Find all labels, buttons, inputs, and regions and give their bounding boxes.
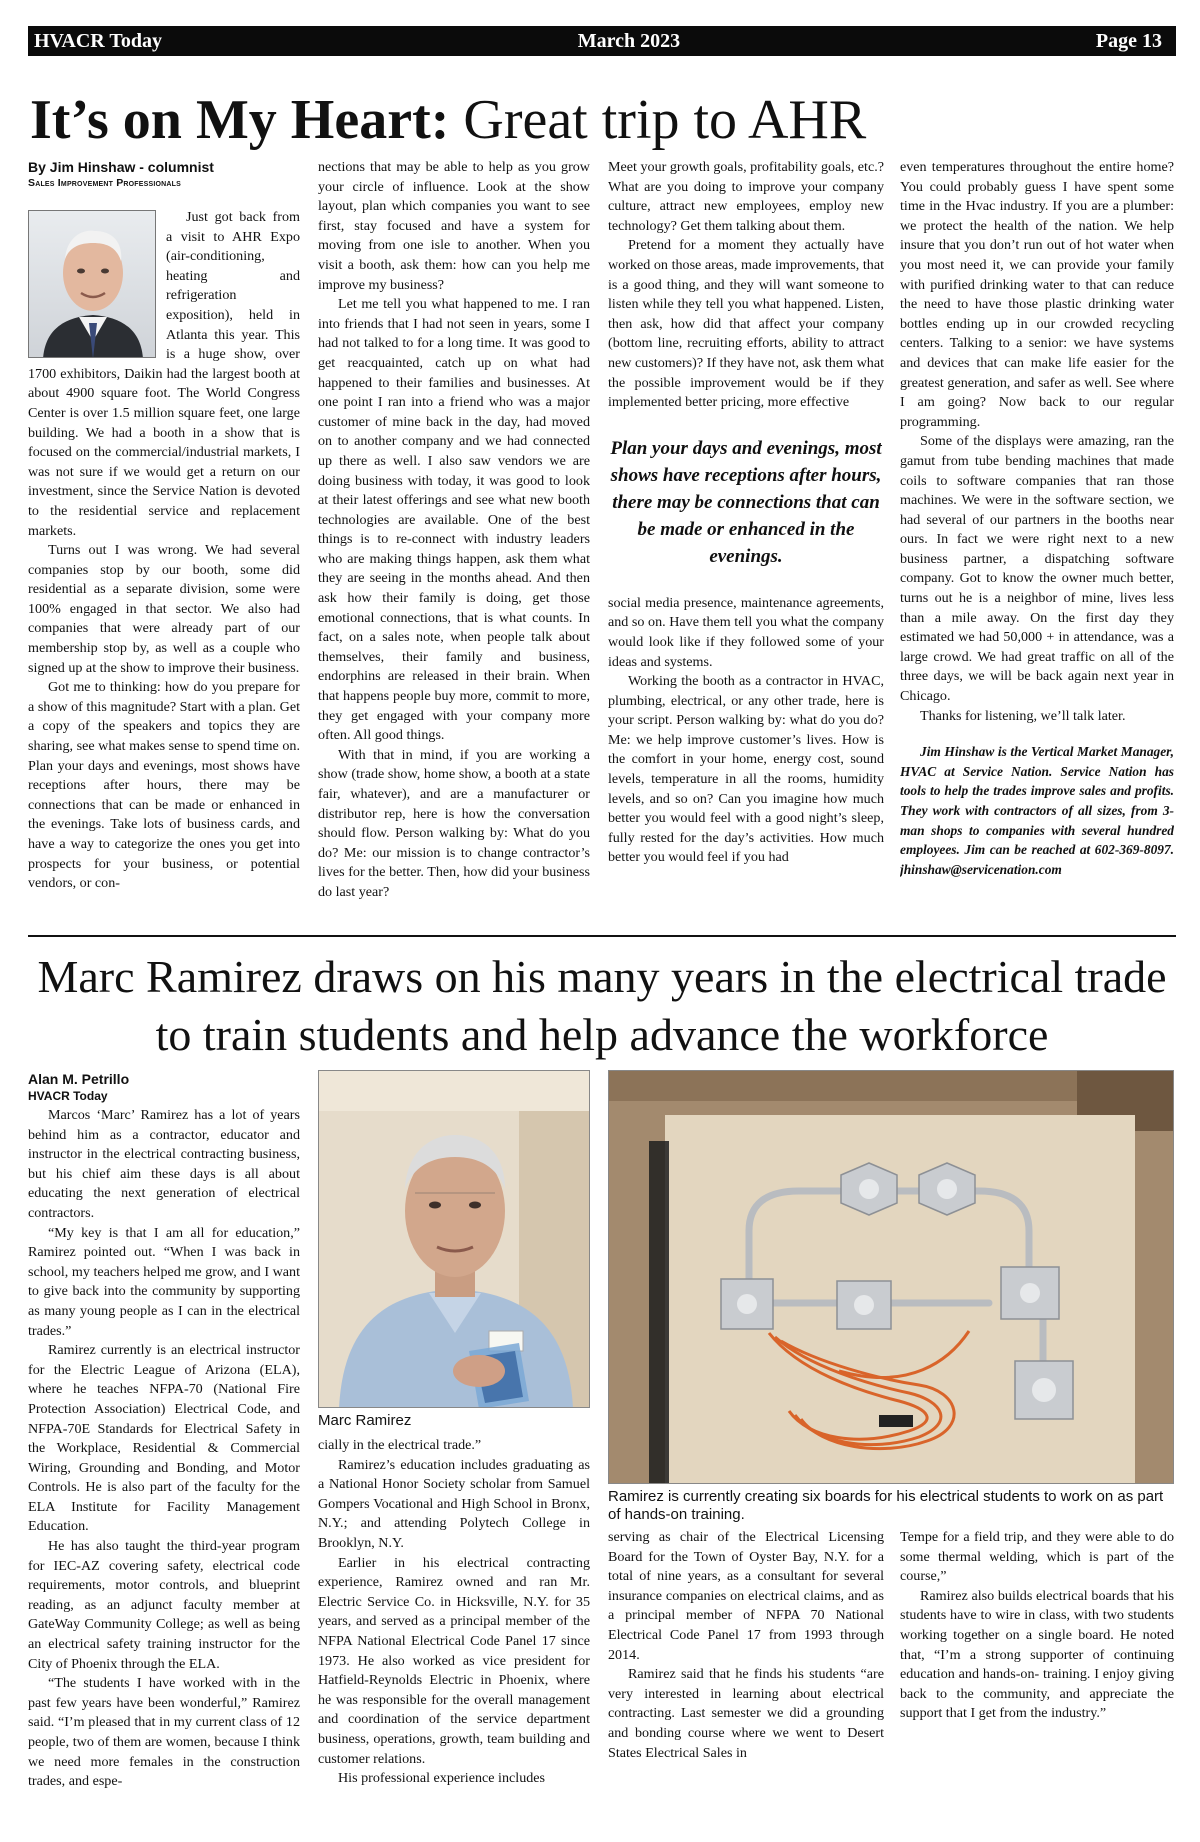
paragraph: Marcos ‘Marc’ Ramirez has a lot of years behind him as a contractor, educator and instructor in the electrical contracting business, but his chief aim these days is all about educating the next generation of electrical contractors. — [28, 1107, 300, 1221]
byline: By Jim Hinshaw - columnist — [28, 159, 214, 175]
paragraph: Meet your growth goals, profitability goals, etc.? What are you doing to improve your company culture, attract new employees, employ new technology? Get them talking about them. — [608, 159, 884, 234]
paragraph: cially in the electrical trade.” — [318, 1437, 482, 1453]
electrical-board-caption: Ramirez is currently creating six boards for his electrical students to work on as part of hands-on training. — [608, 1488, 1164, 1523]
article2-col4 — [900, 1528, 1174, 1838]
article1-col4 — [900, 158, 1174, 923]
author-photo — [28, 210, 156, 358]
article2-headline: Marc Ramirez draws on his many years in the electrical trade to train students and help advance the workforce — [37, 951, 1167, 1060]
byline-org: HVACR Today — [28, 1089, 108, 1103]
electrical-board-photo — [608, 1070, 1174, 1484]
paragraph: Pretend for a moment they actually have worked on those areas, made improvements, that is a good thing, and they will want someone to listen while they tell you what happened. Listen, then ask, how did that affect your company (bottom line, recruiting efforts, ability to attract new customers)? If they have not, ask them what the possible improvement would be if they implemented better pricing, more effective — [608, 237, 884, 411]
byline-org: Sales Improvement Professionals — [28, 177, 182, 189]
paragraph: Tempe for a field trip, and they were able to do some thermal welding, which is part of the course,” — [900, 1529, 1174, 1585]
paragraph: Ramirez’s education includes graduating as a National Honor Society scholar from Samuel Gompers Vocational and High School in Bronx, N.Y.; and attending Polytech College in Brooklyn, N.Y. — [318, 1456, 590, 1551]
paragraph: Turns out I was wrong. We had several companies stop by our booth, some did residential as a separate division, some were 100% engaged in that sector. We also had companies that were already part of our membership stop by, as well as a couple who signed up at the show to improve their business. — [28, 542, 300, 676]
ramirez-photo-caption: Marc Ramirez — [318, 1412, 412, 1429]
paragraph: “The students I have worked with in the past few years have been wonderful,” Ramirez said. “I’m pleased that in my current class of 12 people, two of them are women, because I think we need more females in the construction trades, and espe- — [28, 1675, 300, 1790]
paragraph: nections that may be able to help as you grow your circle of influence. Look at the show layout, plan which companies you want to see first, stay focused and have a system for moving from one isle to another. When you visit a booth, ask them: how can you help me improve my business? — [318, 159, 590, 293]
article2-col3 — [608, 1528, 884, 1838]
article1-headline — [30, 90, 1170, 150]
paragraph: His professional experience includes — [338, 1770, 546, 1787]
paragraph: Working the booth as a contractor in HVAC, plumbing, electrical, or any other trade, here is your script. Person walking by: what do you do? Me: we help improve customer’s lives. How is the comfort in your home, energy cost, sound levels, temperature in all the rooms, humidity levels, and so on? Can you imagine how much better you would feel with a good night’s sleep, fully rested for the day’s activities. How much better you would feel if you had — [608, 673, 884, 866]
ramirez-portrait-illustration — [319, 1071, 590, 1408]
paragraph: “My key is that I am all for education,” Ramirez pointed out. “When I was back in school, my teachers helped me grow, and I want to give back into the community by supporting as many young people as I can in the electrical trades.” — [28, 1224, 300, 1339]
paragraph: Thanks for listening, we’ll talk later. — [920, 707, 1126, 724]
pull-quote: Plan your days and evenings, most shows have receptions after hours, there may be connections that can be made or enhanced in the evenings. — [610, 437, 882, 567]
section-divider — [28, 935, 1176, 937]
paragraph: Ramirez also builds electrical boards that his students have to wire in class, with two students working together on a single board. He noted that, “I’m a strong supporter of continuing education and hands-on- training. I enjoy giving back to the community, and appreciate the support that I get from the industry.” — [900, 1587, 1174, 1722]
article1-col3 — [608, 158, 884, 923]
paragraph: Ramirez said that he finds his students “are very interested in learning about electrical contracting. Last semester we did a grounding and bonding course where we went to Desert States Electrical Sales in — [608, 1666, 884, 1761]
issue-date: March 2023 — [577, 29, 681, 52]
paragraph: Just got back from a visit to AHR Expo (air-conditioning, heating and refrigeration exposition), held in Atlanta this year. This is a huge show, over 1700 exhibitors, Daikin had the largest booth at about 4900 square foot. The World Congress Center is over 1.5 million square feet, one large building. We had a booth in a show that is focused on the commercial/industrial markets, I was not sure if we would get a return on our investment, since the Service Nation is devoted to the residential service and replacement markets. — [28, 209, 300, 539]
paragraph: serving as chair of the Electrical Licensing Board for the Town of Oyster Bay, N.Y. for a total of nine years, as a consultant for several insurance companies on electrical claims, and as a principal member of NFPA 70 National Electrical Code Panel 17 from 1993 through 2014. — [608, 1529, 884, 1663]
paragraph: Got me to thinking: how do you prepare for a show of this magnitude? Start with a plan. Get a copy of the speakers and topics they are sharing, see what makes sense to spend time on. Plan your days and evenings, most shows have receptions after hours, there may be connections that can be made or enhanced in the evenings. Take lots of business cards, and have a way to categorize the ones you get into prospects for your business, or potential vendors, or con- — [28, 679, 300, 892]
electrical-board-illustration — [609, 1071, 1174, 1484]
author-headshot-illustration — [29, 211, 156, 358]
masthead — [28, 26, 1176, 56]
article2-col2 — [318, 1436, 590, 1836]
paragraph: even temperatures throughout the entire home? You could probably guess I have spent some time in the Hvac industry. If you are a plumber: we protect the health of the nation. We help insure that you don’t run out of hot water when you most need it, we can provide your family with purified drinking water to that can reduce the need to have those plastic drinking water bottles ending up in our crowded recycling centers. Talking to a senior: we have systems and devices that can make life easier for the greatest generation, and safer as well. See where I am going? Now back to our regular programming. — [900, 159, 1174, 430]
author-bio: Jim Hinshaw is the Vertical Market Manager, HVAC at Service Nation. Service Nation has tools to help the trades improve sales and profits. They work with contractors of all sizes, from 3-man shops to companies with several hundred employees. Jim can be reached at 602-369-8097. jhinshaw@servicenation.com — [900, 744, 1174, 877]
article1-col1 — [28, 158, 300, 923]
headline-bold: It’s on My Heart: — [30, 89, 450, 151]
ramirez-photo — [318, 1070, 590, 1408]
paragraph: Ramirez currently is an electrical instructor for the Electric League of Arizona (ELA), where he teaches NFPA-70 (National Fire Protection Association) Electrical Code, and NFPA-70E Standards for Electrical Safety in the Workplace, Residential & Commercial Wiring, Grounding and Bonding, and Motor Controls. He is also part of the faculty for the ELA Institute for Facility Management Education. — [28, 1342, 300, 1535]
paragraph: Earlier in his electrical contracting experience, Ramirez owned and ran Mr. Electric Service Co. in Hicksville, N.Y. for 35 years, and served as a principal member of the NFPA National Electrical Code Panel 17 since 1973. He also worked as vice president for Hatfield-Reynolds Electric in Phoenix, where he was responsible for the overall management and coordination of the service department business, operations, growth, team building and customer relations. — [318, 1554, 590, 1767]
article2-col1 — [28, 1070, 300, 1835]
paragraph: He has also taught the third-year program for IEC-AZ covering safety, electrical code requirements, motor controls, and blueprint reading, as an adjunct faculty member at GateWay Community College; as well as being an electrical safety training instructor for the City of Phoenix through the ELA. — [28, 1538, 300, 1672]
paragraph: With that in mind, if you are working a show (trade show, home show, a booth at a state fair, whatever), and are a manufacturer or distributor rep, here is how the conversation should flow. Person walking by: What do you do? Me: our mission is to change contractor’s lives for the better. Then, how did your business do last year? — [318, 746, 590, 900]
publication-name: HVACR Today — [34, 29, 163, 52]
byline: Alan M. Petrillo — [28, 1071, 130, 1087]
headline-rest: Great trip to AHR — [449, 89, 867, 151]
paragraph: Some of the displays were amazing, ran the gamut from tube bending machines that made coils to software companies that ran those machines. We were in the software section, we had several of our partners in the booths near ours. In fact we were right next to a new business partner, a dispatching software company. Got to know the owner much better, turns out he is a neighbor of mine, lives less than a mile away. On the first day they estimated we had 50,000 + in attendance, was a large crowd. We had great traffic on all of the three days, we will be back again next year in Chicago. — [900, 433, 1174, 705]
paragraph: Let me tell you what happened to me. I ran into friends that I had not seen in years, some I had not talked to for a long time. It was good to get reacquainted, catch up on what had happened to their families and businesses. At one point I ran into a friend who was a major customer of mine back in the day, had moved on to another company and we had connected up there as well. I also saw vendors we are doing business with today, it was good to look at their latest offerings and see what new booth technologies are available. One of the best things is to re-connect with industry leaders who are making things happen, ask them what they are seeing in the months ahead. And then ask how their family is doing, get those emotional connections, that is what counts. In fact, on a sales note, when people talk about themselves, their family and business, endorphins are released in their brain. When that happens people buy more, commit to more, they get engaged with your company more often. All good things. — [318, 296, 590, 744]
page-number: Page 13 — [1095, 29, 1162, 52]
paragraph: social media presence, maintenance agreements, and so on. Have them tell you what the company would look like if they followed some of your ideas and systems. — [608, 594, 884, 670]
article1-col2 — [318, 158, 590, 923]
